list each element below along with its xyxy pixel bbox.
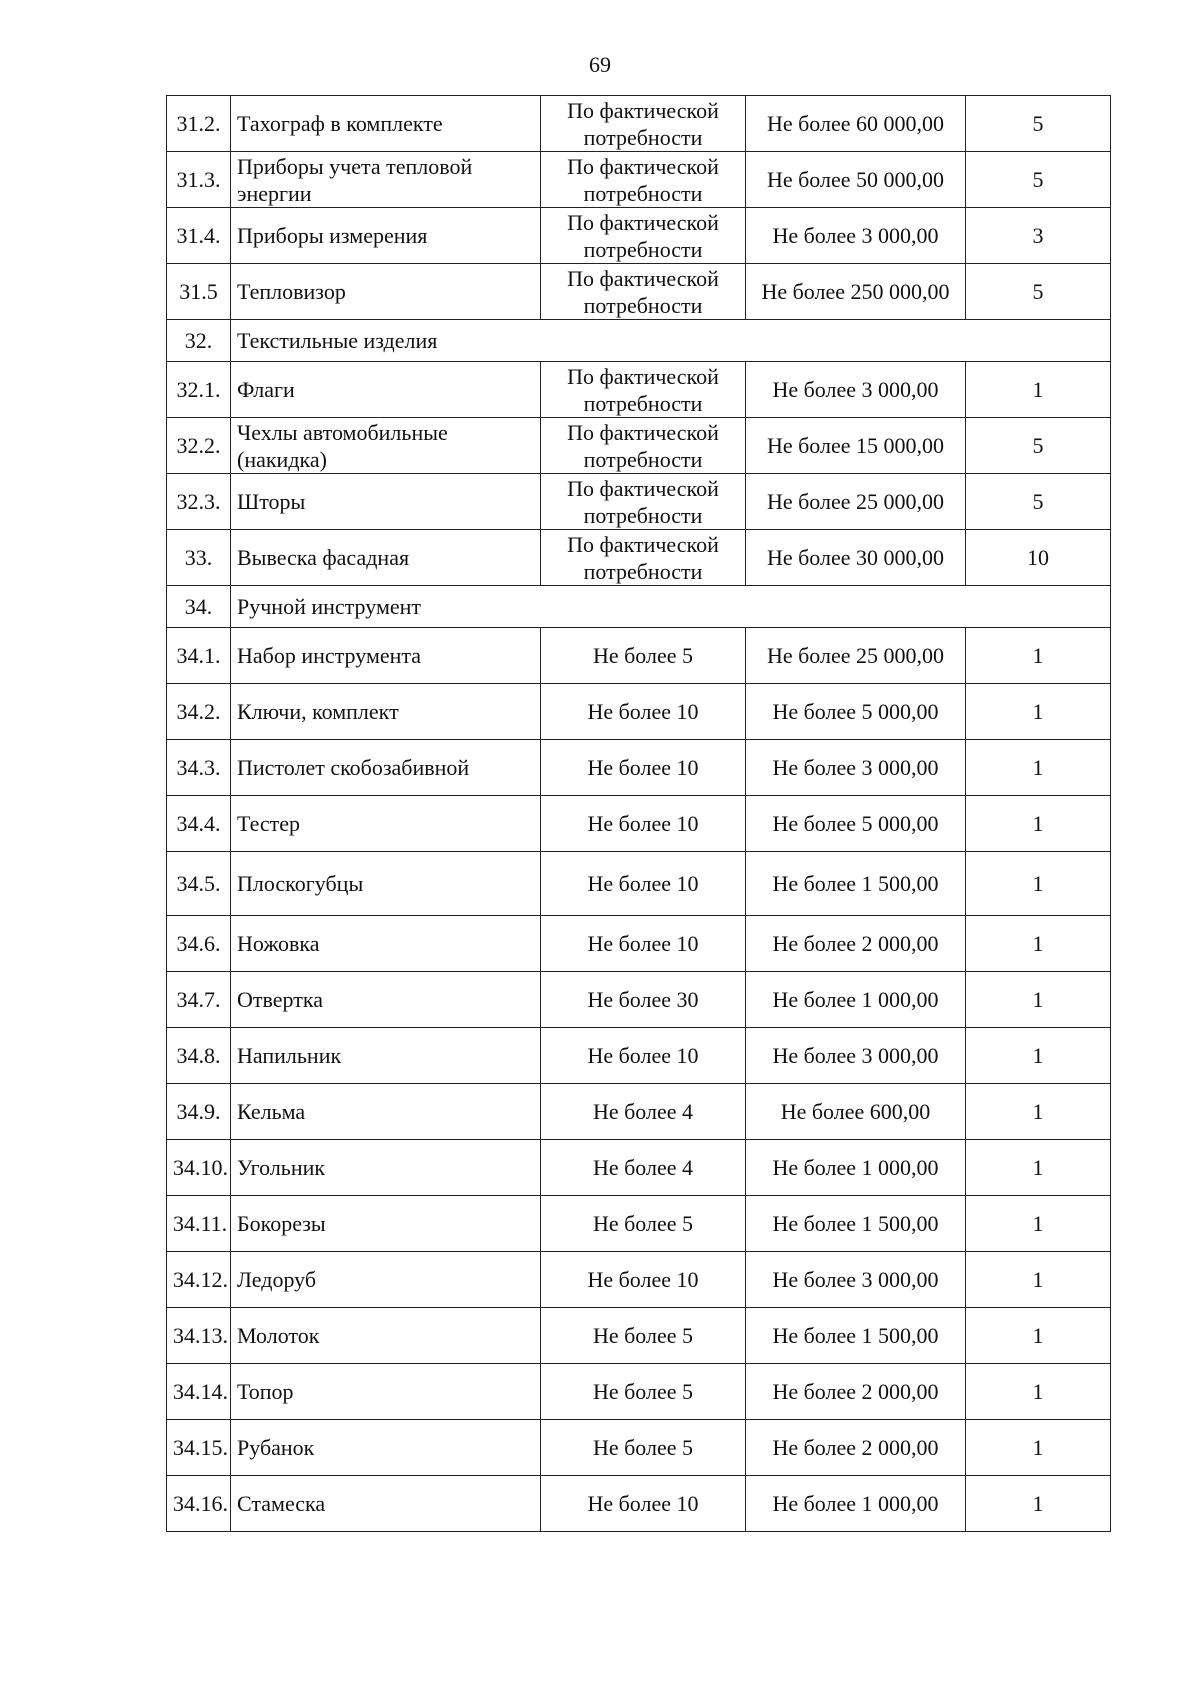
item-quantity: Не более 10: [541, 852, 746, 916]
row-number: 34.2.: [167, 684, 231, 740]
item-name: Угольник: [231, 1140, 541, 1196]
item-service-life: 5: [966, 474, 1111, 530]
table-row: [167, 96, 1111, 152]
table-row: [167, 1364, 1111, 1420]
section-title: Текстильные изделия: [231, 320, 1111, 362]
item-name: Флаги: [231, 362, 541, 418]
item-price: Не более 3 000,00: [746, 362, 966, 418]
item-price: Не более 5 000,00: [746, 796, 966, 852]
table-row: [167, 684, 1111, 740]
item-name: Шторы: [231, 474, 541, 530]
item-name: Тахограф в комплекте: [231, 96, 541, 152]
item-price: Не более 3 000,00: [746, 208, 966, 264]
table-row: [167, 796, 1111, 852]
table-row: [167, 530, 1111, 586]
item-price: Не более 3 000,00: [746, 740, 966, 796]
table-row: [167, 152, 1111, 208]
item-name: Тестер: [231, 796, 541, 852]
section-row: [167, 586, 1111, 628]
item-quantity: Не более 10: [541, 1252, 746, 1308]
row-number: 32.: [167, 320, 231, 362]
row-number: 34.6.: [167, 916, 231, 972]
row-number: 32.2.: [167, 418, 231, 474]
row-number: 34.16.: [167, 1476, 231, 1532]
item-service-life: 1: [966, 796, 1111, 852]
item-price: Не более 30 000,00: [746, 530, 966, 586]
item-quantity: По фактической потребности: [541, 474, 746, 530]
item-quantity: По фактической потребности: [541, 96, 746, 152]
item-quantity: Не более 5: [541, 1308, 746, 1364]
item-price: Не более 5 000,00: [746, 684, 966, 740]
item-price: Не более 15 000,00: [746, 418, 966, 474]
row-number: 34.1.: [167, 628, 231, 684]
item-quantity: Не более 5: [541, 1420, 746, 1476]
item-quantity: По фактической потребности: [541, 418, 746, 474]
row-number: 34.14.: [167, 1364, 231, 1420]
item-name: Напильник: [231, 1028, 541, 1084]
item-service-life: 3: [966, 208, 1111, 264]
item-quantity: Не более 5: [541, 1364, 746, 1420]
item-service-life: 1: [966, 1308, 1111, 1364]
item-price: Не более 60 000,00: [746, 96, 966, 152]
item-service-life: 1: [966, 1476, 1111, 1532]
item-quantity: По фактической потребности: [541, 264, 746, 320]
table-row: [167, 1028, 1111, 1084]
item-service-life: 1: [966, 684, 1111, 740]
item-service-life: 1: [966, 1420, 1111, 1476]
item-service-life: 1: [966, 1252, 1111, 1308]
item-price: Не более 50 000,00: [746, 152, 966, 208]
item-name: Пистолет скобозабивной: [231, 740, 541, 796]
row-number: 32.3.: [167, 474, 231, 530]
item-quantity: По фактической потребности: [541, 208, 746, 264]
item-service-life: 1: [966, 972, 1111, 1028]
table-row: [167, 208, 1111, 264]
table-row: [167, 1196, 1111, 1252]
item-quantity: Не более 10: [541, 1476, 746, 1532]
row-number: 34.11.: [167, 1196, 231, 1252]
item-price: Не более 250 000,00: [746, 264, 966, 320]
item-name: Тепловизор: [231, 264, 541, 320]
row-number: 34.10.: [167, 1140, 231, 1196]
item-price: Не более 600,00: [746, 1084, 966, 1140]
row-number: 34.15.: [167, 1420, 231, 1476]
item-name: Вывеска фасадная: [231, 530, 541, 586]
table-row: [167, 418, 1111, 474]
table-row: [167, 916, 1111, 972]
item-quantity: Не более 10: [541, 684, 746, 740]
norms-table: [166, 95, 1111, 1532]
item-quantity: По фактической потребности: [541, 362, 746, 418]
item-price: Не более 1 500,00: [746, 1308, 966, 1364]
item-service-life: 1: [966, 1364, 1111, 1420]
item-service-life: 5: [966, 418, 1111, 474]
item-price: Не более 3 000,00: [746, 1028, 966, 1084]
item-service-life: 1: [966, 916, 1111, 972]
item-price: Не более 1 500,00: [746, 1196, 966, 1252]
row-number: 34.8.: [167, 1028, 231, 1084]
item-name: Кельма: [231, 1084, 541, 1140]
item-service-life: 1: [966, 362, 1111, 418]
item-service-life: 1: [966, 1140, 1111, 1196]
table-row: [167, 1308, 1111, 1364]
item-price: Не более 1 500,00: [746, 852, 966, 916]
item-name: Плоскогубцы: [231, 852, 541, 916]
row-number: 31.3.: [167, 152, 231, 208]
table-row: [167, 362, 1111, 418]
table-row: [167, 972, 1111, 1028]
table-body: [167, 96, 1111, 1532]
item-name: Рубанок: [231, 1420, 541, 1476]
row-number: 31.2.: [167, 96, 231, 152]
item-name: Чехлы автомобильные (накидка): [231, 418, 541, 474]
item-name: Бокорезы: [231, 1196, 541, 1252]
item-price: Не более 2 000,00: [746, 1420, 966, 1476]
item-quantity: Не более 4: [541, 1140, 746, 1196]
table-row: [167, 852, 1111, 916]
item-price: Не более 2 000,00: [746, 916, 966, 972]
section-title: Ручной инструмент: [231, 586, 1111, 628]
item-price: Не более 2 000,00: [746, 1364, 966, 1420]
item-service-life: 1: [966, 1196, 1111, 1252]
table-row: [167, 474, 1111, 530]
table-row: [167, 740, 1111, 796]
table-row: [167, 264, 1111, 320]
item-quantity: По фактической потребности: [541, 530, 746, 586]
item-quantity: Не более 10: [541, 740, 746, 796]
row-number: 34.12.: [167, 1252, 231, 1308]
page-number: 69: [589, 52, 611, 77]
item-service-life: 5: [966, 264, 1111, 320]
row-number: 34.: [167, 586, 231, 628]
item-name: Молоток: [231, 1308, 541, 1364]
table-row: [167, 1084, 1111, 1140]
item-service-life: 1: [966, 1028, 1111, 1084]
row-number: 33.: [167, 530, 231, 586]
item-name: Отвертка: [231, 972, 541, 1028]
item-price: Не более 3 000,00: [746, 1252, 966, 1308]
item-name: Ледоруб: [231, 1252, 541, 1308]
item-service-life: 5: [966, 152, 1111, 208]
section-row: [167, 320, 1111, 362]
item-name: Приборы измерения: [231, 208, 541, 264]
item-quantity: Не более 10: [541, 1028, 746, 1084]
item-quantity: Не более 4: [541, 1084, 746, 1140]
item-service-life: 5: [966, 96, 1111, 152]
item-price: Не более 1 000,00: [746, 1140, 966, 1196]
row-number: 34.13.: [167, 1308, 231, 1364]
item-quantity: Не более 5: [541, 628, 746, 684]
item-service-life: 1: [966, 740, 1111, 796]
row-number: 31.4.: [167, 208, 231, 264]
table-row: [167, 1140, 1111, 1196]
row-number: 34.4.: [167, 796, 231, 852]
item-name: Набор инструмента: [231, 628, 541, 684]
table-row: [167, 628, 1111, 684]
item-quantity: Не более 5: [541, 1196, 746, 1252]
row-number: 34.3.: [167, 740, 231, 796]
item-price: Не более 25 000,00: [746, 474, 966, 530]
table-row: [167, 1476, 1111, 1532]
item-name: Топор: [231, 1364, 541, 1420]
item-quantity: Не более 30: [541, 972, 746, 1028]
item-quantity: Не более 10: [541, 916, 746, 972]
row-number: 34.7.: [167, 972, 231, 1028]
row-number: 31.5: [167, 264, 231, 320]
item-price: Не более 1 000,00: [746, 972, 966, 1028]
row-number: 34.5.: [167, 852, 231, 916]
item-name: Стамеска: [231, 1476, 541, 1532]
item-service-life: 10: [966, 530, 1111, 586]
item-name: Приборы учета тепловой энергии: [231, 152, 541, 208]
item-quantity: Не более 10: [541, 796, 746, 852]
table-row: [167, 1420, 1111, 1476]
item-service-life: 1: [966, 852, 1111, 916]
item-price: Не более 25 000,00: [746, 628, 966, 684]
item-quantity: По фактической потребности: [541, 152, 746, 208]
item-name: Ножовка: [231, 916, 541, 972]
row-number: 34.9.: [167, 1084, 231, 1140]
item-service-life: 1: [966, 1084, 1111, 1140]
row-number: 32.1.: [167, 362, 231, 418]
item-price: Не более 1 000,00: [746, 1476, 966, 1532]
table-row: [167, 1252, 1111, 1308]
item-service-life: 1: [966, 628, 1111, 684]
item-name: Ключи, комплект: [231, 684, 541, 740]
